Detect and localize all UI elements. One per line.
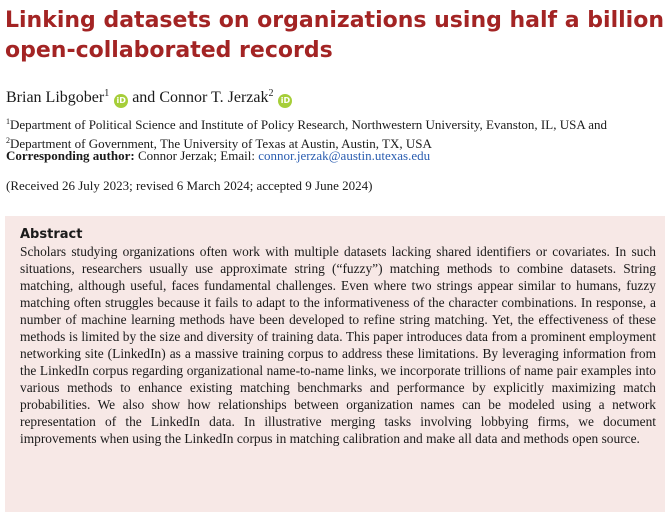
author-name: Brian Libgober	[6, 89, 105, 106]
affiliation-text: Department of Political Science and Institute of Policy Research, Northwestern University, Evanston, IL, USA and	[10, 117, 608, 132]
corresponding-label: Corresponding author:	[6, 148, 135, 163]
affiliation-text: Department of Government, The University of Texas at Austin, Austin, TX, USA	[10, 136, 432, 151]
corresponding-author: Corresponding author: Connor Jerzak; Email: connor.jerzak@austin.utexas.edu	[6, 148, 431, 163]
affiliation-mark: 2	[268, 88, 274, 99]
abstract-heading: Abstract	[20, 227, 83, 242]
corresponding-name: Connor Jerzak	[137, 148, 214, 163]
received-dates: (Received 26 July 2023; revised 6 March 2024; accepted 9 June 2024)	[6, 178, 373, 193]
author-list	[6, 84, 296, 108]
affiliation-mark: 1	[104, 88, 110, 99]
email-label: Email:	[220, 148, 255, 163]
affiliation	[6, 114, 607, 133]
affiliation-list	[6, 114, 607, 152]
affiliation-mark: 2	[6, 136, 10, 145]
abstract-text: Scholars studying organizations often work with multiple datasets lacking shared identifiers or covariates. In such situations, researchers usually use approximate string (“fuzzy”) matching methods to combine datasets. String matching, although useful, faces fundamental challenges. Even where two strings appear similar to humans, fuzzy matching often struggles because it fails to adapt to the informativeness of the character combinations. In response, a number of machine learning methods have been developed to refine string matching. Yet, the effectiveness of these methods is limited by the size and diversity of training data. This paper introduces data from a prominent employment networking site (LinkedIn) as a massive training corpus to address these limitations. By leveraging information from the LinkedIn corpus regarding organizational name-to-name links, we incorporate trillions of name pair examples into various methods to enhance existing matching benchmarks and performance by explicitly maximizing match probabilities. We also show how relationships between organization names can be modeled using a network representation of the LinkedIn data. In illustrative merging tasks involving lobbying firms, we document improvements when using the LinkedIn corpus in matching calibration and make all data and methods open source.	[20, 244, 656, 446]
abstract-box	[5, 216, 665, 512]
email-link[interactable]: connor.jerzak@austin.utexas.edu	[258, 148, 431, 163]
orcid-icon[interactable]: iD	[278, 94, 292, 108]
author-name: Connor T. Jerzak	[159, 89, 269, 106]
author-joiner: and	[132, 89, 156, 106]
affiliation-mark: 1	[6, 117, 10, 126]
orcid-icon[interactable]: iD	[114, 94, 128, 108]
paper-title: Linking datasets on organizations using half a billion open-collaborated records	[5, 8, 664, 63]
